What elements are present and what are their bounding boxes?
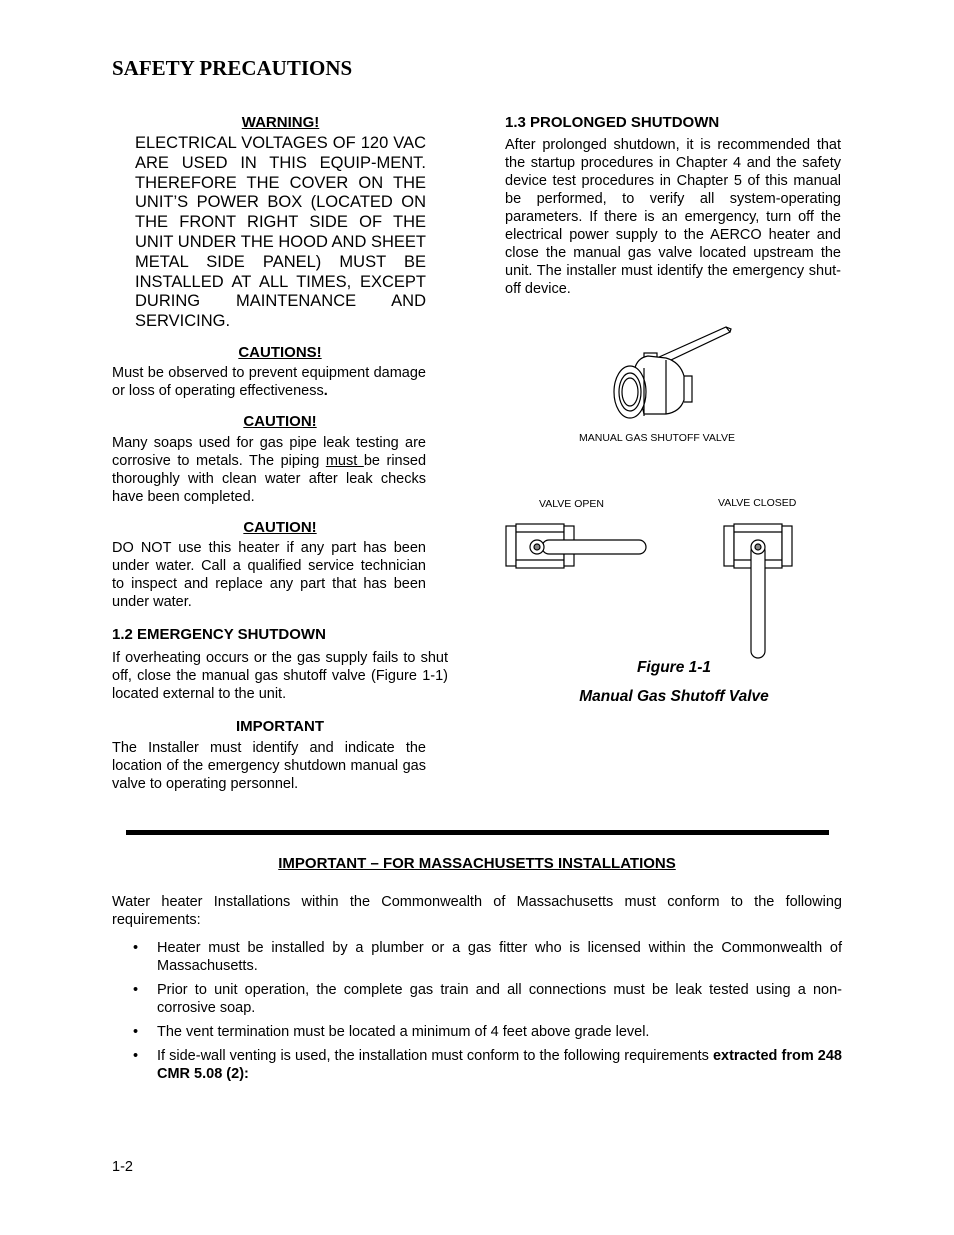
bullet-icon: • bbox=[133, 940, 139, 956]
list-item: • Prior to unit operation, the complete gas train and all connections must be leak tested using a non-corrosive soap. bbox=[133, 982, 842, 1016]
valve-open-icon bbox=[502, 520, 654, 572]
prolonged-text: After prolonged shutdown, it is recommended that the startup procedures in Chapter 4 and the safety device test procedures in Chapter 5 of this manual be performed, to verify all system-operating parameters. If there is an emergency, turn off the electrical power supply to the AERCO heater and close the manual gas valve located upstream the unit. The installer must identify the emergency shut-off device. bbox=[505, 137, 841, 297]
list-item: • Heater must be installed by a plumber or a gas fitter who is licensed within the Commonwealth of Massachusetts. bbox=[133, 940, 842, 974]
mass-heading: IMPORTANT – FOR MASSACHUSETTS INSTALLATIONS bbox=[278, 855, 676, 872]
caution2-text: DO NOT use this heater if any part has been under water. Call a qualified service technician to inspect and replace any part that has been under water. bbox=[112, 540, 426, 610]
mass-requirements-list bbox=[112, 939, 842, 1089]
valve-illustration bbox=[600, 320, 740, 425]
page-title: SAFETY PRECAUTIONS bbox=[112, 56, 353, 80]
caution1-text: Many soaps used for gas pipe leak testing are corrosive to metals. The piping must be rinsed thoroughly with clean water after leak checks have been completed. bbox=[112, 435, 427, 505]
important-text: The Installer must identify and indicate the location of the emergency shutdown manual gas valve to operating personnel. bbox=[112, 740, 426, 792]
prolonged-heading: 1.3 PROLONGED SHUTDOWN bbox=[505, 114, 720, 131]
list-item: • The vent termination must be located a minimum of 4 feet above grade level. bbox=[133, 1024, 650, 1040]
caution1-heading: CAUTION! bbox=[243, 413, 317, 430]
figure-number: Figure 1-1 bbox=[636, 659, 712, 676]
emergency-heading: 1.2 EMERGENCY SHUTDOWN bbox=[112, 626, 326, 643]
caution2-heading: CAUTION! bbox=[243, 519, 317, 536]
cautions-text: Must be observed to prevent equipment damage or loss of operating effectiveness. bbox=[112, 365, 426, 399]
section-divider bbox=[126, 830, 829, 835]
bullet-icon: • bbox=[133, 1048, 139, 1064]
page-number: 1-2 bbox=[112, 1159, 133, 1175]
list-item: • If side-wall venting is used, the installation must conform to the following requirements extracted from 248 CMR 5.08 (2): bbox=[133, 1048, 842, 1082]
figure-title: Manual Gas Shutoff Valve bbox=[579, 688, 769, 705]
valve-open-label: VALVE OPEN bbox=[539, 498, 604, 510]
mass-intro: Water heater Installations within the Commonwealth of Massachusetts must conform to the following requirements: bbox=[112, 894, 842, 928]
warning-text: ELECTRICAL VOLTAGES OF 120 VAC ARE USED IN THIS EQUIP-MENT. THEREFORE THE COVER ON THE UNIT’S POWER BOX (LOCATED ON THE FRONT RIGHT SIDE OF THE UNIT UNDER THE HOOD AND SHEET METAL SIDE PANEL) MUST BE INSTALLED AT ALL TIMES, EXCEPT DURING MAINTENANCE AND SERVICING. bbox=[135, 134, 426, 331]
bullet-icon: • bbox=[133, 982, 139, 998]
valve-caption: MANUAL GAS SHUTOFF VALVE bbox=[579, 432, 735, 444]
valve-closed-label: VALVE CLOSED bbox=[718, 497, 797, 509]
emergency-text: If overheating occurs or the gas supply fails to shut off, close the manual gas shutoff valve (Figure 1-1) located external to the unit. bbox=[112, 650, 448, 702]
bullet-icon: • bbox=[133, 1024, 139, 1040]
warning-heading: WARNING! bbox=[241, 114, 320, 131]
valve-closed-icon bbox=[722, 520, 796, 662]
cautions-heading: CAUTIONS! bbox=[238, 344, 322, 361]
important-heading: IMPORTANT bbox=[235, 718, 325, 735]
